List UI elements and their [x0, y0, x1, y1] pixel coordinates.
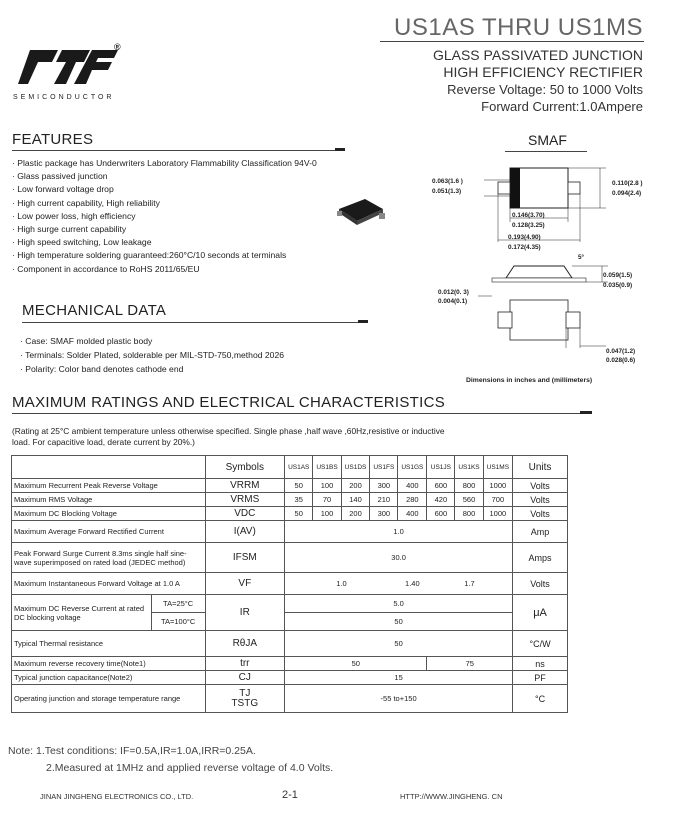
dim-label: 0.035(0.9): [603, 282, 633, 289]
row-unit: Volts: [513, 573, 568, 595]
forward-current-text: Forward Current:1.0Ampere: [481, 99, 643, 114]
row-unit: °C: [513, 685, 568, 713]
cell-value: 1000: [483, 479, 512, 493]
row-symbol: trr: [205, 657, 285, 671]
feature-item: · High speed switching, Low leakage: [12, 236, 402, 249]
table-row: [12, 573, 568, 595]
cell-value: 600: [427, 507, 455, 521]
feature-item: · Component in accordance to RoHS 2011/65/EU: [12, 263, 402, 276]
cell-value: 5.0: [285, 595, 513, 613]
mechanical-heading: MECHANICAL DATA: [22, 302, 167, 319]
cell-value: 420: [427, 493, 455, 507]
cell-value: 75: [427, 657, 513, 671]
row-symbol: VRRM: [205, 479, 285, 493]
dim-label: 0.028(0.6): [606, 357, 636, 364]
dim-label: 0.004(0.1): [438, 298, 468, 305]
dim-label: 0.051(1.3): [432, 188, 462, 195]
note-line: Note: 1.Test conditions: IF=0.5A,IR=1.0A,IRR=0.25A.: [8, 745, 256, 757]
package-name: SMAF: [528, 132, 567, 148]
ratings-table: [11, 455, 568, 713]
cell-value: -55 to+150: [285, 685, 513, 713]
registered-mark: ®: [114, 42, 121, 52]
feature-item: · High surge current capability: [12, 223, 402, 236]
part-header: US1DS: [341, 456, 370, 479]
table-row: [12, 479, 568, 493]
row-label: Typical junction capacitance(Note2): [12, 671, 206, 685]
cell-value: 1000: [483, 507, 512, 521]
semiconductor-label: SEMICONDUCTOR: [13, 94, 115, 101]
row-unit: Volts: [513, 507, 568, 521]
row-unit: PF: [513, 671, 568, 685]
ratings-note-line: load. For capacitive load, derate current by 20%.): [12, 437, 195, 447]
title-rule: [380, 41, 644, 42]
ratings-rule-cap: [580, 411, 592, 414]
dim-label: 5°: [578, 254, 585, 261]
row-symbol: IR: [205, 595, 285, 631]
cell-value: 400: [398, 479, 427, 493]
cell-value: 100: [313, 479, 341, 493]
part-header: US1BS: [313, 456, 341, 479]
reverse-voltage-text: Reverse Voltage: 50 to 1000 Volts: [447, 82, 643, 97]
row-label: Maximum DC Blocking Voltage: [12, 507, 206, 521]
symbol-line: TJ: [239, 687, 251, 699]
row-symbol: VDC: [205, 507, 285, 521]
feature-item: · High current capability, High reliability: [12, 197, 402, 210]
ratings-rule: [12, 413, 580, 414]
part-header: US1FS: [370, 456, 398, 479]
cell-value: 300: [370, 507, 398, 521]
row-label: Peak Forward Surge Current 8.3ms single half sine-wave superimposed on rated load (JEDEC method): [12, 543, 206, 573]
company-logo: [18, 48, 126, 93]
cell-value: 30.0: [285, 543, 513, 573]
row-label: Maximum DC Reverse Current at rated DC blocking voltage: [12, 595, 152, 631]
cell-value: 560: [455, 493, 483, 507]
dim-label: 0.110(2.8 ): [612, 180, 643, 187]
cell-value: 100: [313, 507, 341, 521]
cell-value: 35: [285, 493, 313, 507]
cell-value: 300: [370, 479, 398, 493]
table-row: [12, 671, 568, 685]
ratings-conditions: [12, 426, 572, 448]
cell-value: 50: [285, 507, 313, 521]
row-symbol: IFSM: [205, 543, 285, 573]
footer-company: JINAN JINGHENG ELECTRONICS CO., LTD.: [40, 792, 194, 801]
feature-item: · Plastic package has Underwriters Laboratory Flammability Classification 94V-0: [12, 157, 402, 170]
features-heading: FEATURES: [12, 131, 94, 148]
cell-value: 70: [313, 493, 341, 507]
table-header-blank: [12, 456, 206, 479]
ratings-note-line: (Rating at 25°C ambient temperature unless otherwise specified. Single phase ,half wave ,60Hz,resistive or inductive: [12, 426, 445, 436]
mechanical-item: · Polarity: Color band denotes cathode end: [20, 362, 400, 376]
cell-value: 50: [285, 631, 513, 657]
part-header: US1KS: [455, 456, 483, 479]
cell-value: 600: [427, 479, 455, 493]
row-label: Maximum Average Forward Rectified Current: [12, 521, 206, 543]
cell-value: 1.0: [285, 573, 398, 595]
subtitle-line-1: GLASS PASSIVATED JUNCTION: [432, 47, 643, 63]
row-unit: Volts: [513, 479, 568, 493]
table-row: [12, 493, 568, 507]
mechanical-item: · Terminals: Solder Plated, solderable per MIL-STD-750,method 2026: [20, 348, 400, 362]
row-label: Maximum Recurrent Peak Reverse Voltage: [12, 479, 206, 493]
row-unit: ns: [513, 657, 568, 671]
dim-label: 0.172(4.35): [508, 244, 541, 251]
dimensions-note: Dimensions in inches and (millimeters): [466, 377, 593, 384]
cell-value: 1.7: [427, 573, 513, 595]
symbols-header: Symbols: [205, 456, 285, 479]
row-unit: μA: [513, 595, 568, 631]
dim-label: 0.094(2.4): [612, 190, 642, 197]
cell-value: 800: [455, 507, 483, 521]
table-row: [12, 521, 568, 543]
dim-label: 0.063(1.6 ): [432, 178, 463, 185]
cell-value: 800: [455, 479, 483, 493]
part-header: US1MS: [483, 456, 512, 479]
cell-value: 700: [483, 493, 512, 507]
part-header: US1AS: [285, 456, 313, 479]
cell-value: 400: [398, 507, 427, 521]
row-symbol: [205, 685, 285, 713]
cell-value: 50: [285, 657, 427, 671]
part-header: US1GS: [398, 456, 427, 479]
feature-item: · Glass passived junction: [12, 170, 402, 183]
row-label: Maximum RMS Voltage: [12, 493, 206, 507]
row-label: Maximum reverse recovery time(Note1): [12, 657, 206, 671]
feature-item: · High temperature soldering guaranteed:260°C/10 seconds at terminals: [12, 249, 402, 262]
cell-value: 15: [285, 671, 513, 685]
notes-block: [8, 743, 333, 777]
dim-label: 0.047(1.2): [606, 348, 636, 355]
cell-value: 200: [341, 479, 370, 493]
cell-value: 200: [341, 507, 370, 521]
row-symbol: RθJA: [205, 631, 285, 657]
mechanical-item: · Case: SMAF molded plastic body: [20, 334, 400, 348]
row-symbol: VF: [205, 573, 285, 595]
mechanical-rule: [22, 322, 358, 323]
dim-label: 0.146(3.70): [512, 212, 545, 219]
cell-value: 50: [285, 479, 313, 493]
row-label: Maximum Instantaneous Forward Voltage at 1.0 A: [12, 573, 206, 595]
table-row: [12, 657, 568, 671]
cell-value: 50: [285, 613, 513, 631]
table-row: [12, 507, 568, 521]
row-unit: Amp: [513, 521, 568, 543]
symbol-line: TSTG: [231, 697, 259, 709]
row-symbol: I(AV): [205, 521, 285, 543]
table-header-row: [12, 456, 568, 479]
mechanical-list: [20, 334, 400, 376]
ratings-heading: MAXIMUM RATINGS AND ELECTRICAL CHARACTERISTICS: [12, 394, 446, 411]
diode-chip-icon: [335, 195, 387, 229]
package-photo: [335, 195, 387, 234]
row-unit: °C/W: [513, 631, 568, 657]
cell-value: 140: [341, 493, 370, 507]
cell-value: 1.0: [285, 521, 513, 543]
row-symbol: CJ: [205, 671, 285, 685]
row-label: Operating junction and storage temperature range: [12, 685, 206, 713]
dim-label: 0.128(3.25): [512, 222, 545, 229]
table-row: [12, 685, 568, 713]
row-symbol: VRMS: [205, 493, 285, 507]
row-unit: Amps: [513, 543, 568, 573]
package-rule: [505, 151, 587, 152]
subtitle-line-2: HIGH EFFICIENCY RECTIFIER: [443, 64, 643, 80]
document-title: US1AS THRU US1MS: [394, 14, 643, 41]
feature-item: · Low forward voltage drop: [12, 183, 402, 196]
units-header: Units: [513, 456, 568, 479]
mechanical-rule-cap: [358, 320, 368, 323]
cell-value: 210: [370, 493, 398, 507]
part-header: US1JS: [427, 456, 455, 479]
row-label: Typical Thermal resistance: [12, 631, 206, 657]
table-row: [12, 595, 568, 613]
note-line: 2.Measured at 1MHz and applied reverse voltage of 4.0 Volts.: [46, 762, 334, 774]
table-row: [12, 631, 568, 657]
dim-label: 0.059(1.5): [603, 272, 633, 279]
dim-label: 0.012(0. 3): [438, 289, 469, 296]
dim-label: 0.193(4.90): [508, 234, 541, 241]
cell-value: 280: [398, 493, 427, 507]
logo-mark-icon: [18, 48, 126, 88]
footer-page-number: 2-1: [282, 789, 298, 801]
row-unit: Volts: [513, 493, 568, 507]
table-row: [12, 543, 568, 573]
cell-value: 1.40: [398, 573, 427, 595]
feature-item: · Low power loss, high efficiency: [12, 210, 402, 223]
features-rule: [12, 150, 335, 151]
condition-label: TA=100°C: [151, 613, 205, 631]
features-rule-cap: [335, 148, 345, 151]
footer-url: HTTP://WWW.JINGHENG. CN: [400, 792, 503, 801]
condition-label: TA=25°C: [151, 595, 205, 613]
